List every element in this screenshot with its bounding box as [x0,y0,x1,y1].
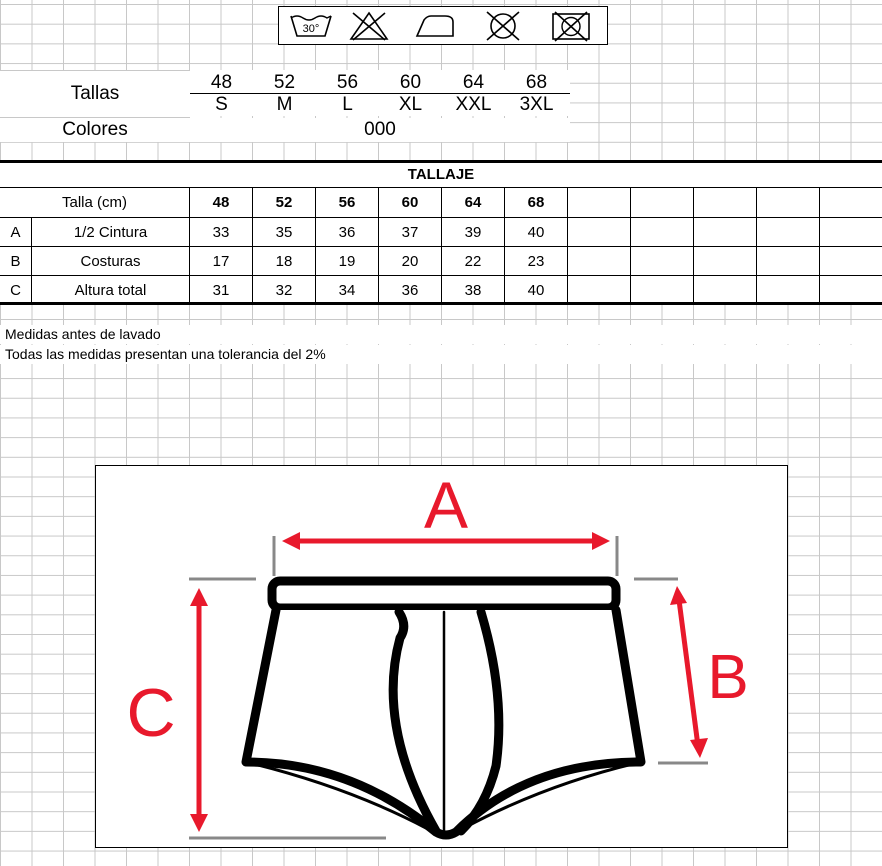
empty-cell [568,218,631,247]
size-number: 48 [210,72,233,93]
table-title: TALLAJE [0,163,882,188]
row-code: C [0,276,32,305]
head-size: 52 [253,188,316,218]
empty-cell [631,188,694,218]
size-letter: XL [398,94,423,115]
garment-diagram-svg [96,466,789,849]
empty-cell [694,276,757,305]
note-tolerance: Todas las medidas presentan una tolerancia del 2% [0,345,882,364]
empty-cell [757,276,820,305]
label-b: B [707,643,749,712]
row-value: 35 [253,218,316,247]
head-size: 48 [190,188,253,218]
head-size: 60 [379,188,442,218]
head-label: Talla (cm) [0,188,190,218]
no-dryclean-icon [547,10,595,42]
size-number: 52 [273,72,296,93]
empty-cell [568,247,631,276]
row-value: 36 [316,218,379,247]
size-letter: S [215,94,228,115]
colores-value: 000 [190,118,570,142]
row-value: 34 [316,276,379,305]
table-row [0,218,882,247]
row-value: 19 [316,247,379,276]
empty-cell [631,218,694,247]
row-code: A [0,218,32,247]
row-value: 31 [190,276,253,305]
row-value: 20 [379,247,442,276]
size-number: 64 [462,72,485,93]
head-size: 64 [442,188,505,218]
no-bleach-icon [345,10,393,42]
row-value: 39 [442,218,505,247]
row-value: 18 [253,247,316,276]
table-row [0,276,882,305]
row-value: 40 [505,276,568,305]
no-tumble-dry-icon [479,10,527,42]
row-label: Altura total [32,276,190,305]
empty-cell [631,247,694,276]
head-size: 68 [505,188,568,218]
size-number: 60 [399,72,422,93]
label-c: C [126,675,176,751]
size-number: 56 [336,72,359,93]
boxer-brief-drawing [246,581,641,835]
row-value: 40 [505,218,568,247]
note-before-wash: Medidas antes de lavado [0,325,882,344]
empty-cell [694,247,757,276]
row-label: Costuras [32,247,190,276]
colores-label: Colores [0,118,190,142]
row-value: 37 [379,218,442,247]
empty-cell [631,276,694,305]
garment-diagram [95,465,788,848]
empty-cell [757,218,820,247]
empty-cell [757,188,820,218]
size-letter: L [342,94,353,115]
row-value: 32 [253,276,316,305]
empty-cell [694,218,757,247]
size-table [0,160,882,305]
label-a: A [423,468,469,542]
size-divider [190,93,570,94]
wash-30-icon [287,10,335,42]
table-header-row [0,188,882,218]
empty-cell [568,188,631,218]
row-value: 23 [505,247,568,276]
empty-cell [568,276,631,305]
head-size: 56 [316,188,379,218]
row-value: 36 [379,276,442,305]
svg-text:30°: 30° [302,23,320,35]
row-value: 38 [442,276,505,305]
row-value: 22 [442,247,505,276]
row-value: 33 [190,218,253,247]
empty-cell [757,247,820,276]
table-row [0,247,882,276]
size-number: 68 [525,72,548,93]
size-letter: XXL [455,94,492,115]
tallas-label: Tallas [0,70,190,118]
size-letter: 3XL [519,94,554,115]
size-letter: M [276,94,293,115]
iron-icon [411,10,459,42]
row-value: 17 [190,247,253,276]
care-symbols-bar [278,6,608,45]
row-label: 1/2 Cintura [32,218,190,247]
row-code: B [0,247,32,276]
empty-cell [694,188,757,218]
